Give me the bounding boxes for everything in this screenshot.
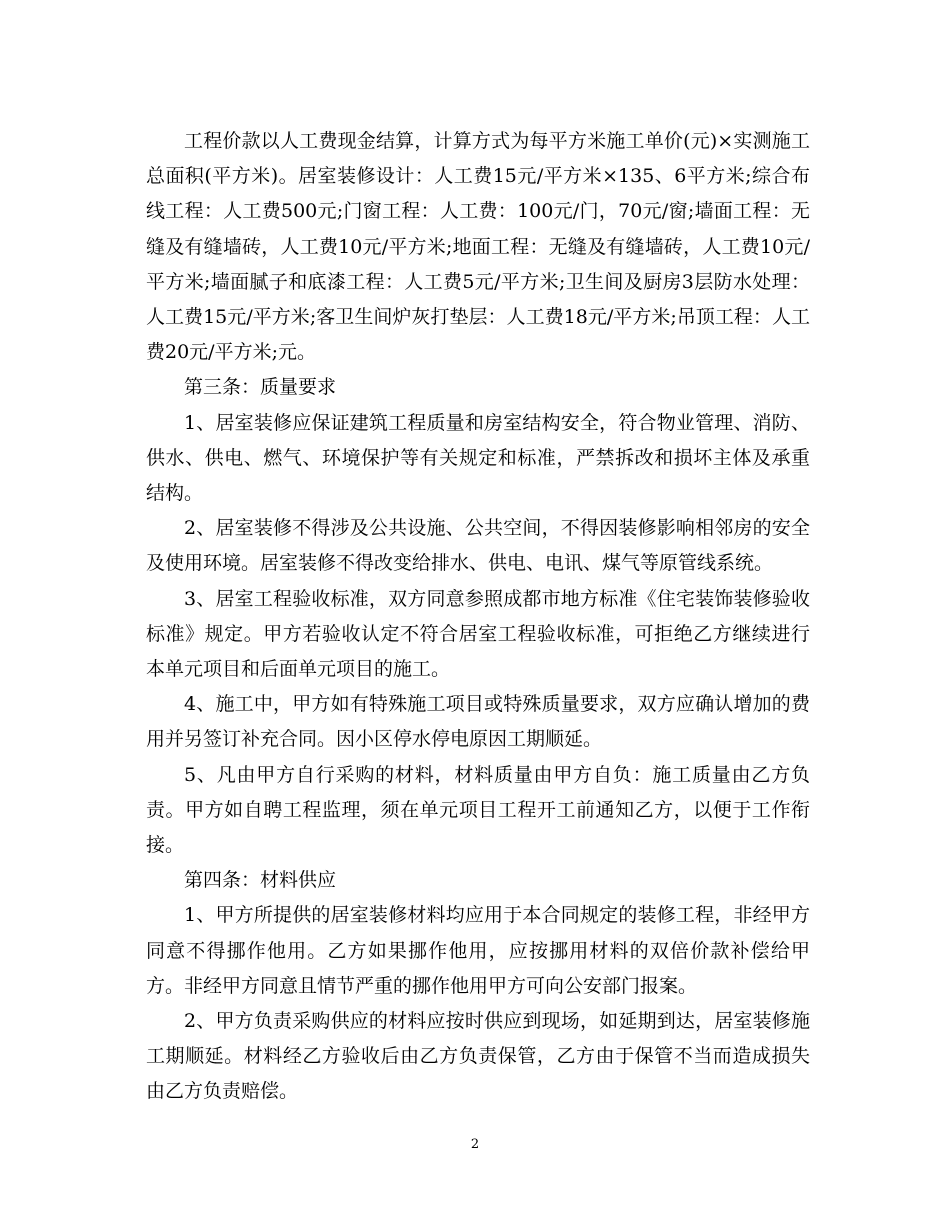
section-heading-materials: 第四条：材料供应	[184, 869, 337, 892]
page-number: 2	[470, 1137, 480, 1152]
document-body	[146, 124, 810, 1110]
quality-clause-1: 1、居室装修应保证建筑工程质量和房室结构安全，符合物业管理、消防、供水、供电、燃气、环境保护等有关规定和标准，严禁拆改和损坏主体及承重结构。	[146, 411, 810, 505]
materials-clause-1: 1、甲方所提供的居室装修材料均应用于本合同规定的装修工程，非经甲方同意不得挪作他用。乙方如果挪作他用，应按挪用材料的双倍价款补偿给甲方。非经甲方同意且情节严重的挪作他用甲方可向公安部门报案。	[146, 904, 810, 997]
materials-clause-2: 2、甲方负责采购供应的材料应按时供应到现场，如延期到达，居室装修施工期顺延。材料经乙方验收后由乙方负责保管，乙方由于保管不当而造成损失由乙方负责赔偿。	[146, 1010, 810, 1103]
quality-clause-5: 5、凡由甲方自行采购的材料，材料质量由甲方自负：施工质量由乙方负责。甲方如自聘工程监理，须在单元项目工程开工前通知乙方，以便于工作衔接。	[146, 763, 810, 857]
payment-paragraph: 工程价款以人工费现金结算，计算方式为每平方米施工单价(元)×实测施工总面积(平方米)。居室装修设计：人工费15元/平方米×135、6平方米;综合布线工程：人工费500元;门窗工程：人工费：100元/门，70元/窗;墙面工程：无缝及有缝墙砖，人工费10元/平方米;地面工程：无缝及有缝墙砖，人工费10元/平方米;墙面腻子和底漆工程：人工费5元/平方米;卫生间及厨房3层防水处理：人工费15元/平方米;客卫生间炉灰打垫层：人工费18元/平方米;吊顶工程：人工费20元/平方米;元。	[146, 130, 810, 364]
quality-clause-2: 2、居室装修不得涉及公共设施、公共空间，不得因装修影响相邻房的安全及使用环境。居室装修不得改变给排水、供电、电讯、煤气等原管线系统。	[146, 517, 810, 575]
quality-clause-4: 4、施工中，甲方如有特殊施工项目或特殊质量要求，双方应确认增加的费用并另签订补充合同。因小区停水停电原因工期顺延。	[146, 693, 810, 751]
quality-clause-3: 3、居室工程验收标准，双方同意参照成都市地方标准《住宅装饰装修验收标准》规定。甲方若验收认定不符合居室工程验收标准，可拒绝乙方继续进行本单元项目和后面单元项目的施工。	[146, 587, 810, 681]
section-heading-quality: 第三条：质量要求	[184, 376, 337, 399]
